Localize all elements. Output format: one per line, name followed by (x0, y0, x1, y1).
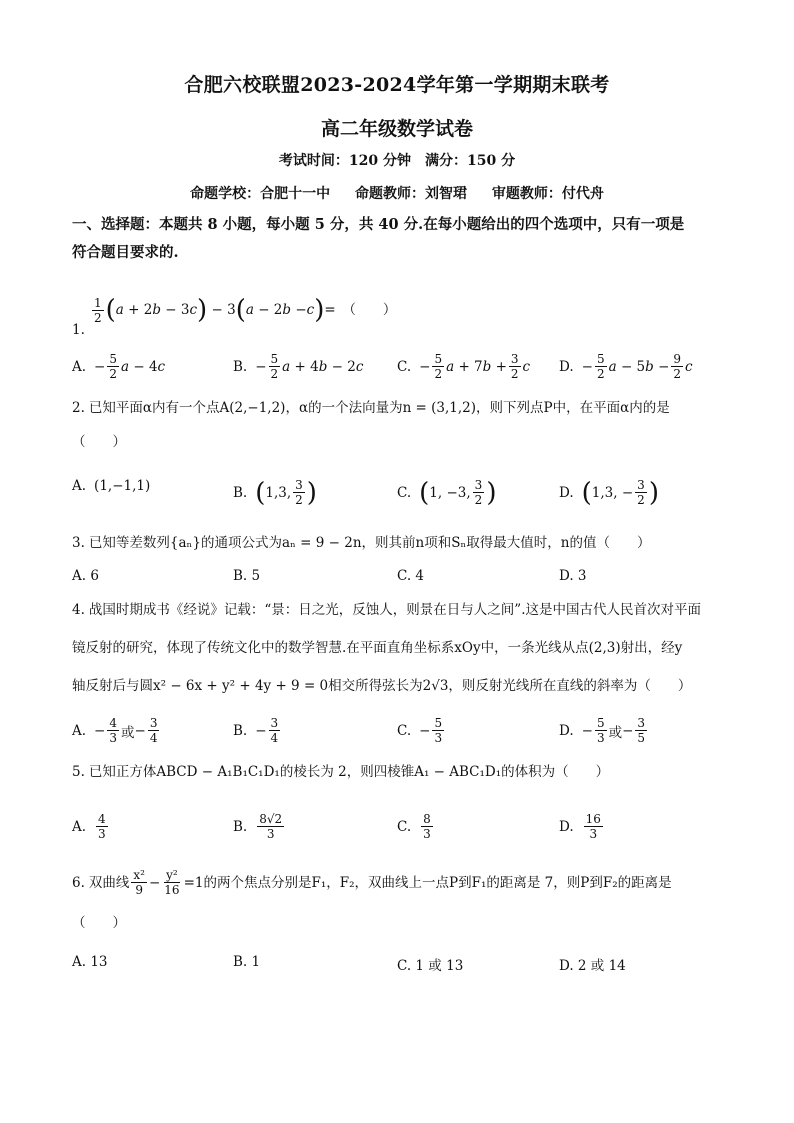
q3-option-d[interactable]: D. 3 (559, 568, 587, 584)
exam-title: 合肥六校联盟2023-2024学年第一学期期末联考 (184, 74, 610, 96)
q5-option-c[interactable]: C. $\frac{8}{3}$ (397, 812, 431, 841)
q3-option-b[interactable]: B. 5 (233, 568, 261, 584)
q1-expression: $\frac{1}{2}$ ( a + 2 b − 3 c ) − 3 ( a − 2 b − c ) = （ ） (94, 295, 397, 325)
q1-number: 1. (72, 322, 85, 338)
q5-option-d[interactable]: D. $\frac{16}{3}$ (559, 812, 601, 841)
reviewer-label: 审题教师：付代舟 (491, 186, 604, 202)
q4-option-a[interactable]: A. − $\frac{4}{3}$ 或 − $\frac{3}{4}$ (72, 716, 158, 745)
q6-option-a[interactable]: A. 13 (72, 954, 108, 970)
q3-option-c[interactable]: C. 4 (397, 568, 425, 584)
q1-option-d[interactable]: D. − $\frac{5}{2}$ a − 5 b − $\frac{9}{2}$ c (559, 352, 693, 381)
q6-option-d[interactable]: D. 2 或 14 (559, 958, 626, 974)
q4-option-b[interactable]: B. − $\frac{3}{4}$ (233, 716, 279, 745)
q2-option-a[interactable]: A. (1,−1,1) (72, 478, 151, 494)
question-2: 2. 已知平面α内有一个点A(2,−1,2)，α的一个法向量为n = (3,1,2)，则下列点P中，在平面α内的是 （ ） (72, 400, 670, 450)
exam-authors (0, 183, 794, 203)
q4-option-c[interactable]: C. − $\frac{5}{3}$ (397, 716, 443, 745)
question-4: 4. 战国时期成书《经说》记载：“景：日之光，反蚀人，则景在日与人之间”.这是中国古代人民首次对平面 镜反射的研究，体现了传统文化中的数学智慧.在平面直角坐标系xOy中，一条光线从点(2,3)射出，经y 轴反射后与圆x² − 6x + y² + 4y + 9 = 0相交所得弦长为2√3，则反射光线所在直线的斜率为（ ） (72, 602, 701, 694)
q1-option-b[interactable]: B. − $\frac{5}{2}$ a + 4 b − 2 c (233, 352, 364, 381)
q2-option-c[interactable]: C. ( 1, −3, $\frac{3}{2}$ ) (397, 477, 497, 508)
q3-option-a[interactable]: A. 6 (72, 568, 99, 584)
school-label: 命题学校：合肥十一中 (190, 186, 331, 202)
q2-option-d[interactable]: D. ( 1,3, − $\frac{3}{2}$ ) (559, 477, 659, 508)
q6-options (72, 954, 727, 978)
q1-options (72, 352, 727, 381)
exam-subtitle: 高二年级数学试卷 (320, 118, 473, 140)
q5-options (72, 812, 727, 841)
q6-option-c[interactable]: C. 1 或 13 (397, 958, 464, 974)
question-5: 5. 已知正方体ABCD − A₁B₁C₁D₁的棱长为 2，则四棱锥A₁ − ABC₁D₁的体积为（ ） (72, 764, 610, 780)
exam-info: 考试时间：120 分钟 满分：150 分 (278, 153, 516, 169)
q1-option-c[interactable]: C. − $\frac{5}{2}$ a + 7 b + $\frac{3}{2}$ c (397, 352, 531, 381)
q2-options (72, 477, 727, 508)
q6-option-b[interactable]: B. 1 (233, 954, 261, 970)
q5-option-b[interactable]: B. $\frac{8√2}{3}$ (233, 812, 283, 841)
section-heading: 一、选择题：本题共 8 小题，每小题 5 分，共 40 分.在每小题给出的四个选项中，只有一项是 符合题目要求的. (72, 216, 685, 261)
question-3: 3. 已知等差数列{aₙ}的通项公式为aₙ = 9 − 2n，则其前n项和Sₙ取得最大值时，n的值（ ） (72, 535, 651, 551)
q3-options (72, 568, 727, 592)
q5-option-a[interactable]: A. $\frac{4}{3}$ (72, 812, 106, 841)
author-label: 命题教师：刘智珺 (355, 186, 467, 202)
q1-option-a[interactable]: A. − $\frac{5}{2}$ a − 4 c (72, 352, 166, 381)
question-1 (72, 290, 727, 338)
q4-option-d[interactable]: D. − $\frac{5}{3}$ 或 − $\frac{3}{5}$ (559, 716, 646, 745)
q2-option-b[interactable]: B. ( 1,3, $\frac{3}{2}$ ) (233, 477, 317, 508)
question-6: 6. 双曲线 $\frac{\text{x²}}{9}$ − $\frac{\text{y²}}{16}$ =1 的两个焦点分别是F₁，F₂，双曲线上一点P到F₁的距离是 7，则P到F₂的距离是 （ ） (72, 868, 672, 931)
q4-options (72, 716, 727, 745)
